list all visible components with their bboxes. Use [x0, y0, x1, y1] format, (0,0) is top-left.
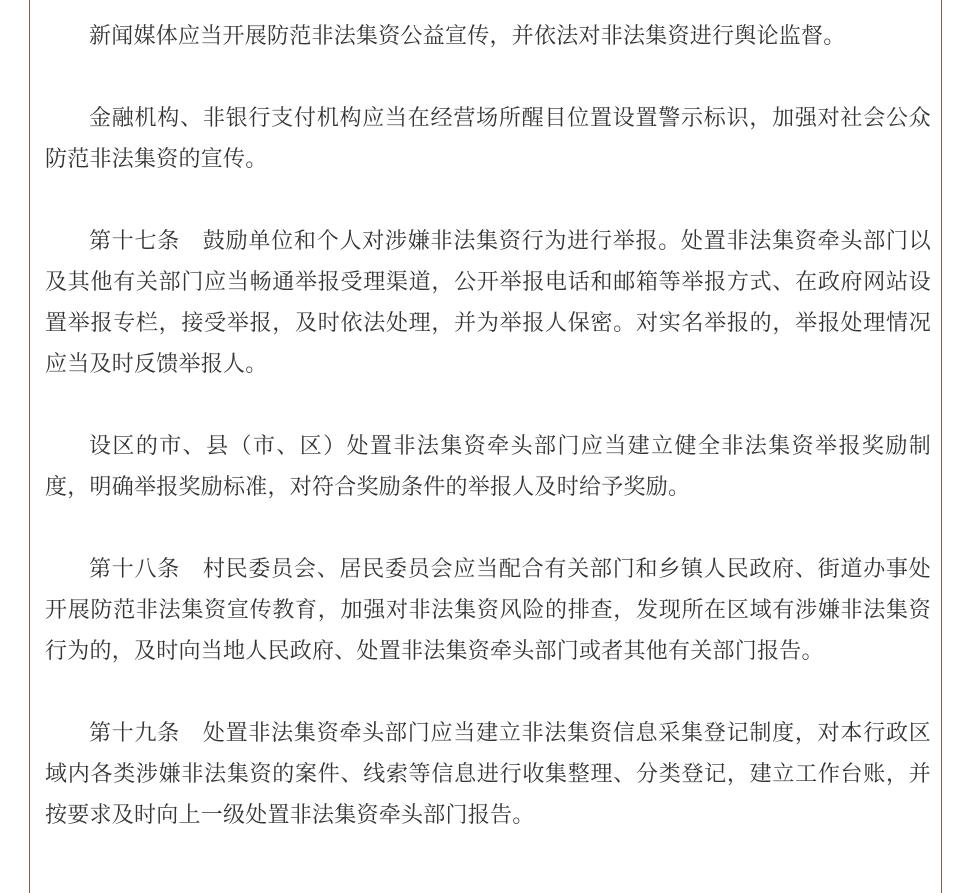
left-border-line	[29, 0, 30, 893]
paragraph-article-18: 第十八条 村民委员会、居民委员会应当配合有关部门和乡镇人民政府、街道办事处开展防范非法集资宣传教育，加强对非法集资风险的排查，发现所在区域有涉嫌非法集资行为的，及时向当地人民政府、处置非法集资牵头部门或者其他有关部门报告。	[45, 557, 931, 664]
paragraph-financial-institutions: 金融机构、非银行支付机构应当在经营场所醒目位置设置警示标识，加强对社会公众防范非法集资的宣传。	[45, 106, 931, 172]
right-border-line	[941, 0, 942, 893]
paragraph-article-19: 第十九条 处置非法集资牵头部门应当建立非法集资信息采集登记制度，对本行政区域内各类涉嫌非法集资的案件、线索等信息进行收集整理、分类登记，建立工作台账，并按要求及时向上一级处置非法集资牵头部门报告。	[45, 721, 931, 828]
paragraph-article-17: 第十七条 鼓励单位和个人对涉嫌非法集资行为进行举报。处置非法集资牵头部门以及其他有关部门应当畅通举报受理渠道，公开举报电话和邮箱等举报方式、在政府网站设置举报专栏，接受举报，及时依法处理，并为举报人保密。对实名举报的，举报处理情况应当及时反馈举报人。	[45, 229, 931, 377]
paragraph-media-publicity: 新闻媒体应当开展防范非法集资公益宣传，并依法对非法集资进行舆论监督。	[89, 24, 846, 49]
paragraph-reward-system: 设区的市、县（市、区）处置非法集资牵头部门应当建立健全非法集资举报奖励制度，明确举报奖励标准，对符合奖励条件的举报人及时给予奖励。	[45, 434, 931, 500]
article-body	[45, 16, 931, 836]
